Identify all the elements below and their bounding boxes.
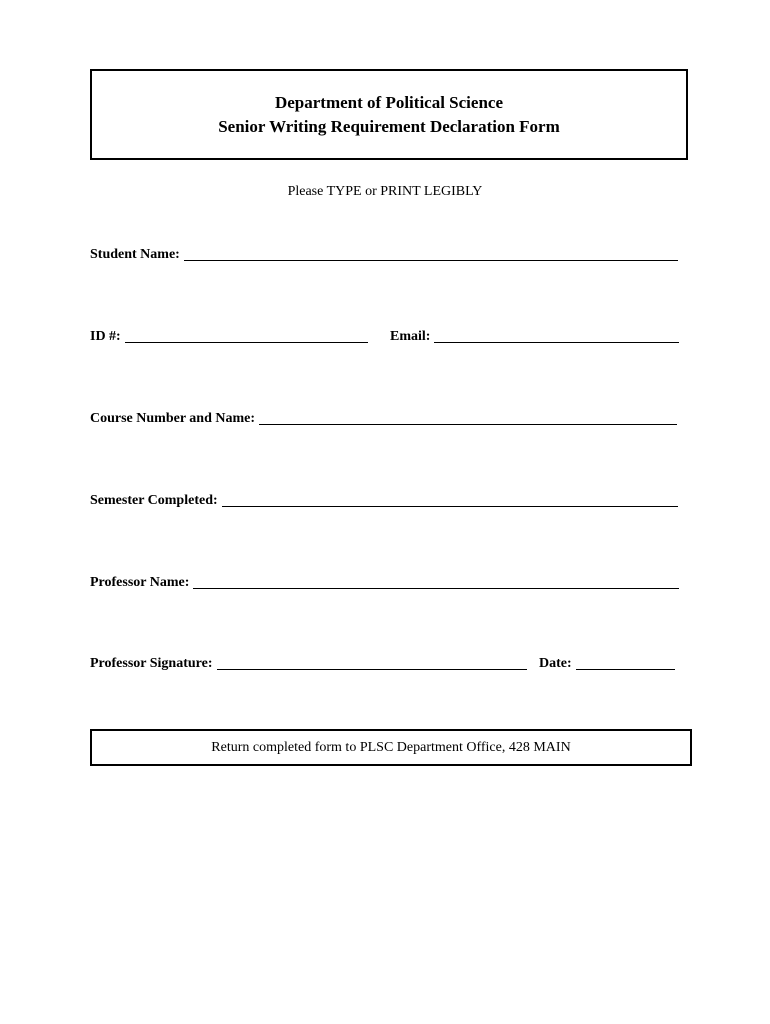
return-instructions-text: Return completed form to PLSC Department Office, 428 MAIN	[211, 739, 571, 755]
form-title: Senior Writing Requirement Declaration Form	[218, 116, 560, 136]
professor-signature-line[interactable]	[217, 656, 528, 670]
return-instructions-box	[90, 729, 692, 766]
date-line[interactable]	[576, 656, 675, 670]
date-label: Date:	[539, 656, 572, 671]
id-line[interactable]	[125, 329, 368, 343]
professor-signature-label: Professor Signature:	[90, 656, 213, 671]
email-label: Email:	[390, 329, 431, 344]
form-header-box	[90, 69, 688, 160]
semester-field[interactable]	[90, 492, 678, 510]
professor-name-label: Professor Name:	[90, 575, 190, 590]
course-label: Course Number and Name:	[90, 411, 256, 426]
student-name-line[interactable]	[184, 247, 678, 261]
instruction-text: Please TYPE or PRINT LEGIBLY	[287, 184, 483, 199]
department-title: Department of Political Science	[274, 92, 503, 112]
course-field[interactable]	[90, 410, 677, 428]
professor-signature-field[interactable]	[90, 655, 527, 673]
semester-line[interactable]	[222, 493, 678, 507]
semester-label: Semester Completed:	[90, 493, 218, 508]
date-field[interactable]	[539, 655, 675, 673]
email-field[interactable]	[390, 328, 679, 346]
course-line[interactable]	[259, 411, 677, 425]
professor-name-line[interactable]	[193, 575, 679, 589]
student-name-field[interactable]	[90, 246, 678, 264]
id-field[interactable]	[90, 328, 368, 346]
id-label: ID #:	[90, 329, 121, 344]
professor-name-field[interactable]	[90, 574, 679, 592]
student-name-label: Student Name:	[90, 247, 180, 262]
email-line[interactable]	[434, 329, 679, 343]
